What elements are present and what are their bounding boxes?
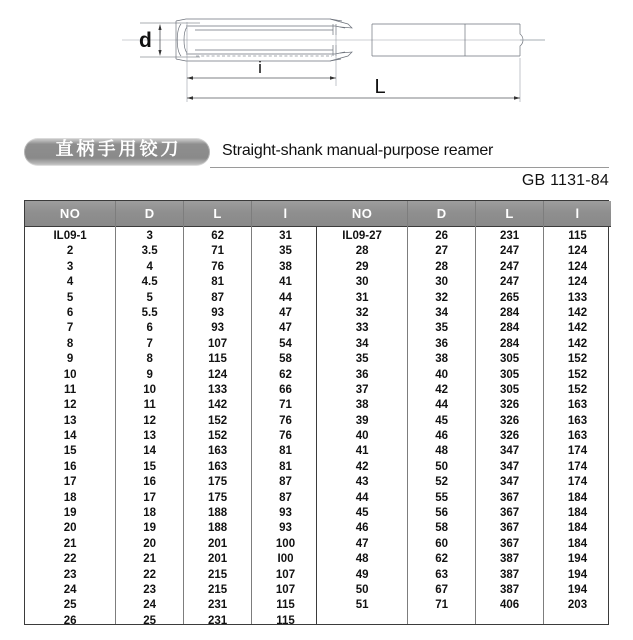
table-cell: 28 bbox=[355, 245, 369, 258]
table-cell: 31 bbox=[279, 230, 292, 242]
table-cell: 387 bbox=[499, 553, 520, 566]
table-cell: 19 bbox=[63, 507, 77, 520]
table-cell: 76 bbox=[279, 414, 292, 427]
table-cell: 284 bbox=[499, 306, 520, 319]
table-cell: 142 bbox=[207, 399, 228, 412]
table-cell: 163 bbox=[207, 445, 228, 458]
table-cell: 56 bbox=[435, 507, 449, 520]
table-cell: 10 bbox=[63, 368, 77, 381]
table-cell: 44 bbox=[435, 399, 449, 412]
table-cell: 41 bbox=[355, 445, 369, 458]
table-cell: 38 bbox=[279, 260, 292, 273]
table-cell: 48 bbox=[355, 553, 369, 566]
specification-table bbox=[24, 200, 609, 625]
table-cell: 3 bbox=[66, 260, 74, 273]
table-cell: 35 bbox=[355, 353, 369, 366]
table-cell: 367 bbox=[499, 507, 520, 520]
table-cell: 2 bbox=[66, 245, 74, 258]
table-cell: 76 bbox=[211, 260, 224, 273]
table-cell: 93 bbox=[211, 322, 224, 335]
table-cell: 194 bbox=[567, 553, 588, 566]
table-cell: 21 bbox=[143, 553, 157, 566]
table-half-left bbox=[25, 201, 317, 627]
table-cell: 45 bbox=[355, 507, 369, 520]
table-cell: 9 bbox=[66, 353, 74, 366]
table-cell: 18 bbox=[63, 491, 77, 504]
table-cell: 367 bbox=[499, 537, 520, 550]
table-cell: 115 bbox=[276, 599, 295, 612]
table-cell: 93 bbox=[211, 306, 224, 319]
table-cell: 4.5 bbox=[141, 276, 158, 289]
table-cell: 203 bbox=[567, 599, 588, 612]
table-cell: 107 bbox=[207, 337, 228, 350]
table-cell: 62 bbox=[279, 368, 292, 381]
table-cell: 52 bbox=[435, 476, 449, 489]
table-cell: 215 bbox=[207, 583, 228, 596]
table-cell: 13 bbox=[63, 414, 77, 427]
header-no-right: NO bbox=[317, 201, 407, 227]
dimension-label-d: d bbox=[139, 29, 152, 52]
table-cell: 406 bbox=[499, 599, 520, 612]
table-cell: 32 bbox=[435, 291, 449, 304]
table-cell: 71 bbox=[211, 245, 224, 258]
table-cell: 46 bbox=[435, 430, 449, 443]
table-cell: 38 bbox=[355, 399, 369, 412]
table-cell: 11 bbox=[64, 383, 77, 396]
table-cell: 201 bbox=[207, 553, 228, 566]
table-cell: 174 bbox=[567, 445, 588, 458]
header-d-right: D bbox=[408, 201, 475, 227]
table-cell: 25 bbox=[143, 614, 157, 627]
table-cell: 305 bbox=[499, 383, 520, 396]
table-cell: 26 bbox=[435, 230, 449, 242]
table-cell: 5 bbox=[146, 291, 153, 304]
table-cell: 12 bbox=[143, 414, 157, 427]
table-cell: 25 bbox=[63, 599, 77, 612]
table-cell: 50 bbox=[435, 460, 449, 473]
table-cell: 48 bbox=[435, 445, 449, 458]
table-cell: 133 bbox=[567, 291, 588, 304]
table-cell: 35 bbox=[279, 245, 292, 258]
table-cell: 19 bbox=[143, 522, 157, 535]
table-cell: 67 bbox=[435, 583, 449, 596]
table-cell: 247 bbox=[499, 245, 520, 258]
table-cell: 10 bbox=[143, 383, 157, 396]
table-cell: 247 bbox=[499, 260, 520, 273]
dimension-label-L: L bbox=[374, 76, 386, 98]
table-cell: 22 bbox=[63, 553, 77, 566]
table-cell: IL09-1 bbox=[53, 230, 87, 242]
table-cell: 9 bbox=[146, 368, 153, 381]
table-cell: 42 bbox=[355, 460, 369, 473]
table-cell: 142 bbox=[567, 306, 588, 319]
table-cell: 81 bbox=[279, 445, 292, 458]
table-cell bbox=[408, 614, 475, 629]
table-cell: 40 bbox=[435, 368, 449, 381]
table-cell: 163 bbox=[567, 399, 588, 412]
table-cell: 115 bbox=[276, 614, 295, 627]
column-l-left bbox=[252, 201, 319, 627]
table-cell: 347 bbox=[499, 476, 520, 489]
cells-d-right bbox=[408, 227, 475, 629]
table-cell: 215 bbox=[207, 568, 228, 581]
table-cell: 43 bbox=[355, 476, 369, 489]
table-cell: 231 bbox=[207, 614, 228, 627]
table-cell: 11 bbox=[143, 399, 156, 412]
table-cell: 194 bbox=[567, 583, 588, 596]
table-cell: 87 bbox=[279, 476, 292, 489]
title-english: Straight-shank manual-purpose reamer bbox=[222, 142, 494, 159]
header-l-right: l bbox=[544, 201, 611, 227]
table-cell: 326 bbox=[499, 399, 520, 412]
table-cell: 174 bbox=[567, 460, 588, 473]
table-cell: 34 bbox=[435, 306, 449, 319]
table-cell: I00 bbox=[277, 553, 294, 566]
table-cell: 100 bbox=[275, 537, 296, 550]
table-cell: 15 bbox=[143, 460, 157, 473]
table-cell: 44 bbox=[279, 291, 292, 304]
table-cell: 4 bbox=[66, 276, 74, 289]
table-cell: 6 bbox=[146, 322, 153, 335]
column-no-left bbox=[25, 201, 116, 627]
table-cell: 50 bbox=[355, 583, 369, 596]
table-cell: 152 bbox=[567, 353, 588, 366]
table-cell: 124 bbox=[207, 368, 228, 381]
table-cell: 38 bbox=[435, 353, 449, 366]
table-cell: 30 bbox=[435, 276, 449, 289]
table-cell: 44 bbox=[355, 491, 369, 504]
table-cell: 124 bbox=[567, 276, 588, 289]
table-cell: 284 bbox=[499, 337, 520, 350]
table-cell: 93 bbox=[279, 522, 292, 535]
table-cell: 18 bbox=[143, 507, 157, 520]
table-cell: 36 bbox=[435, 337, 449, 350]
table-cell: 115 bbox=[568, 230, 587, 242]
table-cell: 14 bbox=[63, 430, 77, 443]
reamer-technical-drawing bbox=[0, 0, 633, 130]
cells-L-left bbox=[184, 227, 251, 629]
table-cell: 71 bbox=[435, 599, 449, 612]
table-cell: 20 bbox=[63, 522, 77, 535]
table-cell: 163 bbox=[567, 430, 588, 443]
table-cell: 347 bbox=[499, 445, 520, 458]
cells-l-left bbox=[252, 227, 319, 629]
table-cell: 31 bbox=[355, 291, 369, 304]
table-cell: 87 bbox=[279, 491, 292, 504]
table-cell: 37 bbox=[355, 383, 369, 396]
table-cell: 367 bbox=[499, 491, 520, 504]
header-no-left: NO bbox=[25, 201, 115, 227]
table-cell: 41 bbox=[279, 276, 292, 289]
table-cell: 326 bbox=[499, 430, 520, 443]
table-cell: 39 bbox=[355, 414, 369, 427]
table-cell: 46 bbox=[355, 522, 369, 535]
table-cell: 15 bbox=[63, 445, 77, 458]
table-cell: 17 bbox=[143, 491, 157, 504]
column-l-right bbox=[544, 201, 611, 624]
table-cell: 184 bbox=[567, 491, 588, 504]
table-cell: 184 bbox=[567, 537, 588, 550]
table-cell: 51 bbox=[355, 599, 369, 612]
table-cell: 284 bbox=[499, 322, 520, 335]
column-L-left bbox=[184, 201, 252, 627]
table-cell: 66 bbox=[279, 383, 292, 396]
table-cell: 13 bbox=[143, 430, 157, 443]
table-cell: 387 bbox=[499, 583, 520, 596]
header-L-right: L bbox=[476, 201, 543, 227]
header-l-left: l bbox=[252, 201, 319, 227]
table-cell: 7 bbox=[66, 322, 74, 335]
table-cell: 5 bbox=[66, 291, 74, 304]
table-cell: 27 bbox=[435, 245, 449, 258]
table-cell: 33 bbox=[355, 322, 369, 335]
table-cell: 201 bbox=[207, 537, 228, 550]
table-cell: 28 bbox=[435, 260, 449, 273]
standard-number: GB 1131-84 bbox=[521, 172, 609, 189]
table-cell: 40 bbox=[355, 430, 369, 443]
cells-d-left bbox=[116, 227, 183, 629]
table-cell: 93 bbox=[279, 507, 292, 520]
table-cell: 175 bbox=[207, 491, 228, 504]
cells-L-right bbox=[476, 227, 543, 629]
table-cell: 36 bbox=[355, 368, 369, 381]
table-cell: 133 bbox=[207, 383, 228, 396]
table-cell: 60 bbox=[435, 537, 449, 550]
table-cell: 326 bbox=[499, 414, 520, 427]
table-cell: 26 bbox=[63, 614, 77, 627]
title-chinese: 直柄手用铰刀 bbox=[55, 139, 182, 160]
table-cell: 47 bbox=[279, 322, 292, 335]
table-cell: 124 bbox=[567, 260, 588, 273]
table-cell: 12 bbox=[63, 399, 77, 412]
table-cell: 124 bbox=[567, 245, 588, 258]
table-cell: 32 bbox=[355, 306, 369, 319]
table-cell: 152 bbox=[207, 414, 228, 427]
table-cell: 174 bbox=[567, 476, 588, 489]
table-cell: 23 bbox=[63, 568, 77, 581]
table-cell: 63 bbox=[435, 568, 449, 581]
table-cell: 387 bbox=[499, 568, 520, 581]
table-cell: 29 bbox=[355, 260, 369, 273]
table-cell: 47 bbox=[355, 537, 369, 550]
table-cell: 231 bbox=[207, 599, 228, 612]
table-cell: 142 bbox=[567, 322, 588, 335]
table-cell: 49 bbox=[355, 568, 369, 581]
table-cell: 184 bbox=[567, 507, 588, 520]
cells-no-right bbox=[317, 227, 407, 629]
title-banner bbox=[24, 136, 609, 170]
table-cell: 5.5 bbox=[141, 306, 158, 319]
table-cell: 265 bbox=[499, 291, 520, 304]
table-cell: 62 bbox=[211, 230, 224, 242]
table-cell: 45 bbox=[435, 414, 449, 427]
table-cell: 152 bbox=[207, 430, 228, 443]
table-cell: 71 bbox=[279, 399, 292, 412]
table-cell: 142 bbox=[567, 337, 588, 350]
table-cell bbox=[544, 614, 611, 629]
dimension-label-i: i bbox=[258, 58, 262, 77]
column-L-right bbox=[476, 201, 544, 624]
cells-no-left bbox=[25, 227, 115, 629]
table-cell: 22 bbox=[143, 568, 157, 581]
table-cell: 62 bbox=[435, 553, 449, 566]
table-cell: 4 bbox=[146, 260, 153, 273]
table-cell bbox=[317, 614, 407, 629]
column-d-right bbox=[408, 201, 476, 624]
table-cell: 76 bbox=[279, 430, 292, 443]
column-d-left bbox=[116, 201, 184, 627]
table-cell: 107 bbox=[275, 583, 296, 596]
table-cell: 20 bbox=[143, 537, 157, 550]
dimension-line-L bbox=[187, 96, 520, 100]
table-cell: 115 bbox=[208, 353, 227, 366]
table-cell: 305 bbox=[499, 368, 520, 381]
table-cell: 194 bbox=[567, 568, 588, 581]
table-cell: 42 bbox=[435, 383, 449, 396]
table-cell: 7 bbox=[146, 337, 153, 350]
table-cell: 54 bbox=[279, 337, 292, 350]
table-cell: 8 bbox=[146, 353, 153, 366]
table-cell: 247 bbox=[499, 276, 520, 289]
table-cell: 347 bbox=[499, 460, 520, 473]
table-cell: 87 bbox=[211, 291, 224, 304]
table-cell: 188 bbox=[207, 522, 228, 535]
table-cell: 47 bbox=[279, 306, 292, 319]
table-cell: 30 bbox=[355, 276, 369, 289]
column-no-right bbox=[317, 201, 408, 624]
table-cell: 81 bbox=[211, 276, 224, 289]
table-cell: 175 bbox=[207, 476, 228, 489]
table-cell: 6 bbox=[66, 306, 74, 319]
table-half-right bbox=[317, 201, 608, 624]
table-cell: 34 bbox=[355, 337, 369, 350]
table-cell: 107 bbox=[275, 568, 296, 581]
table-cell: 35 bbox=[435, 322, 449, 335]
table-cell: 23 bbox=[143, 583, 157, 596]
table-cell: IL09-27 bbox=[342, 230, 382, 242]
title-underline bbox=[210, 167, 609, 168]
table-cell: 21 bbox=[63, 537, 77, 550]
table-cell: 231 bbox=[499, 230, 520, 242]
table-cell: 58 bbox=[435, 522, 449, 535]
table-cell: 17 bbox=[63, 476, 77, 489]
table-cell: 58 bbox=[279, 353, 292, 366]
table-cell: 188 bbox=[207, 507, 228, 520]
table-cell: 163 bbox=[567, 414, 588, 427]
cells-l-right bbox=[544, 227, 611, 629]
table-cell: 152 bbox=[567, 383, 588, 396]
table-cell: 3 bbox=[146, 230, 153, 242]
table-cell: 81 bbox=[279, 460, 292, 473]
table-cell: 152 bbox=[567, 368, 588, 381]
table-cell: 163 bbox=[207, 460, 228, 473]
header-L-left: L bbox=[184, 201, 251, 227]
table-cell bbox=[476, 614, 543, 629]
table-cell: 184 bbox=[567, 522, 588, 535]
table-cell: 24 bbox=[63, 583, 77, 596]
table-cell: 24 bbox=[143, 599, 157, 612]
header-d-left: D bbox=[116, 201, 183, 227]
table-cell: 367 bbox=[499, 522, 520, 535]
table-cell: 55 bbox=[435, 491, 449, 504]
table-cell: 8 bbox=[66, 337, 74, 350]
table-cell: 305 bbox=[499, 353, 520, 366]
table-cell: 14 bbox=[143, 445, 157, 458]
table-cell: 16 bbox=[143, 476, 157, 489]
table-cell: 3.5 bbox=[141, 245, 158, 258]
table-cell: 16 bbox=[63, 460, 77, 473]
